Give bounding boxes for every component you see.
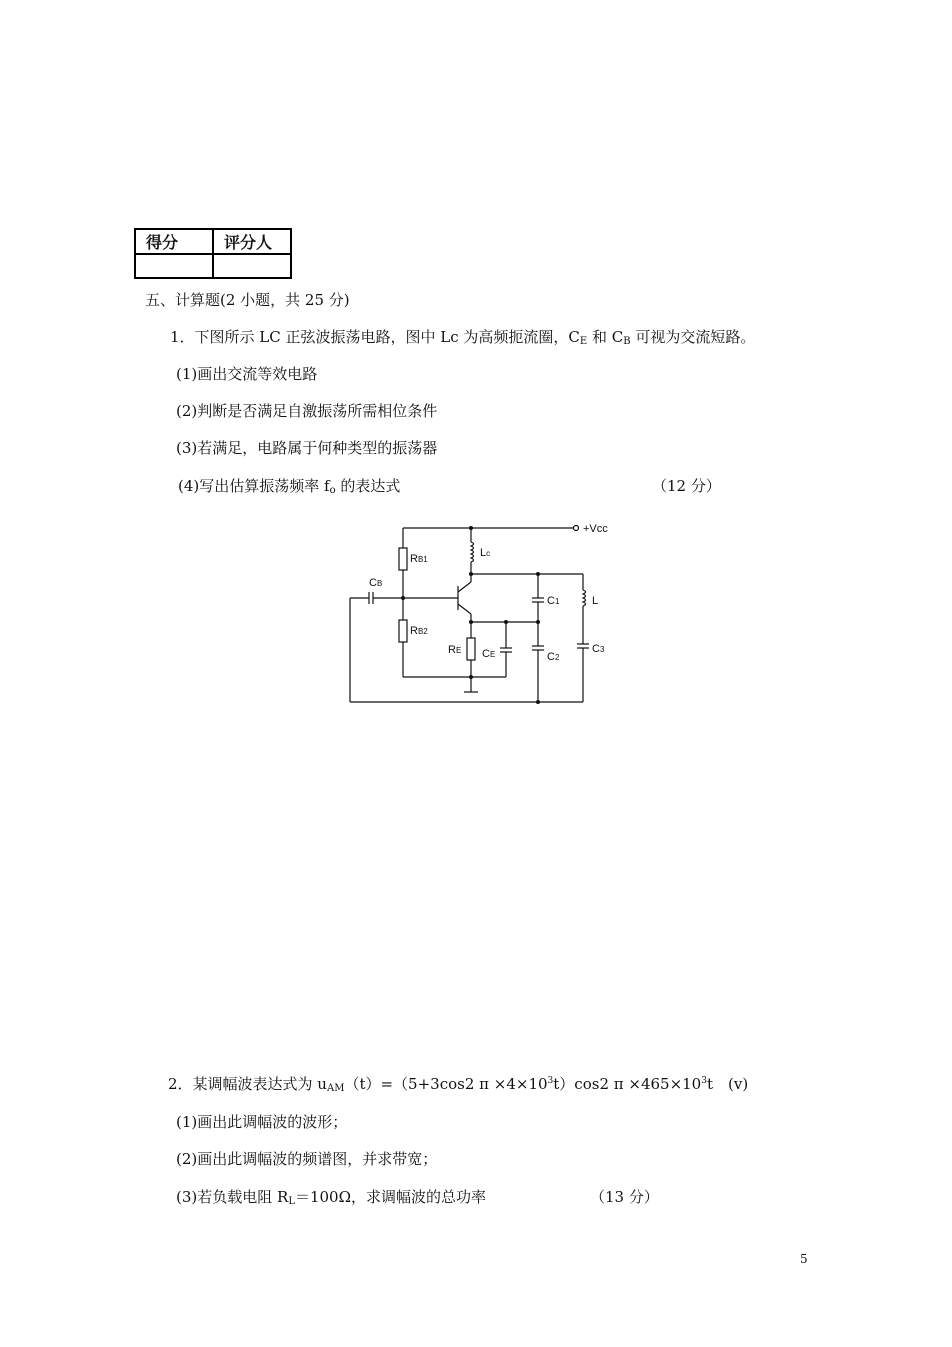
l-label: L [592, 595, 599, 607]
q2-part-2: (2)画出此调幅波的频谱图，并求带宽； [176, 1150, 438, 1168]
grader-header: 评分人 [213, 229, 291, 254]
section-title: 五、计算题(2 小题，共 25 分) [145, 291, 350, 309]
score-cell[interactable] [135, 254, 213, 278]
q1-stem: 1．下图所示 LC 正弦波振荡电路，图中 Lc 为高频扼流圈，$C_E$ 和 $C_B$ 可视为交流短路。 [170, 328, 756, 347]
c2-label: C2 [547, 651, 560, 663]
q1-part-3: (3)若满足，电路属于何种类型的振荡器 [176, 439, 438, 457]
re-label: RE [448, 644, 462, 656]
rb2-label: RB2 [410, 625, 428, 637]
q1-part-4: (4)写出估算振荡频率 $f_o$ 的表达式 [178, 477, 401, 496]
q2-part-1: (1)画出此调幅波的波形； [176, 1113, 348, 1131]
score-table [134, 228, 292, 279]
vcc-label: +Vcc [583, 523, 608, 535]
oscillator-circuit-diagram [340, 512, 630, 712]
ce-label: CE [482, 648, 496, 660]
q2-score: （13 分） [590, 1188, 659, 1206]
q1-score: （12 分） [652, 477, 721, 495]
q1-part-1: (1)画出交流等效电路 [176, 365, 318, 383]
c3-label: C3 [592, 643, 605, 655]
c1-label: C1 [547, 595, 560, 607]
cb-label: CB [369, 577, 383, 589]
page-number: 5 [800, 1252, 808, 1266]
q2-part-3: (3)若负载电阻 $R_L=100\Omega$，求调幅波的总功率 [176, 1188, 487, 1207]
rb1-label: RB1 [410, 553, 428, 565]
q1-part-2: (2)判断是否满足自激振荡所需相位条件 [176, 402, 438, 420]
grader-cell[interactable] [213, 254, 291, 278]
lc-label: Lc [480, 547, 491, 559]
q2-stem: 2．某调幅波表达式为 $u_{AM}(t)=(5+3\cos 2$ $\pi \times 4\times 10^3t)\cos 2$ $\pi \times 465\times 10^3t$ (v) [168, 1075, 749, 1094]
score-header: 得分 [135, 229, 213, 254]
